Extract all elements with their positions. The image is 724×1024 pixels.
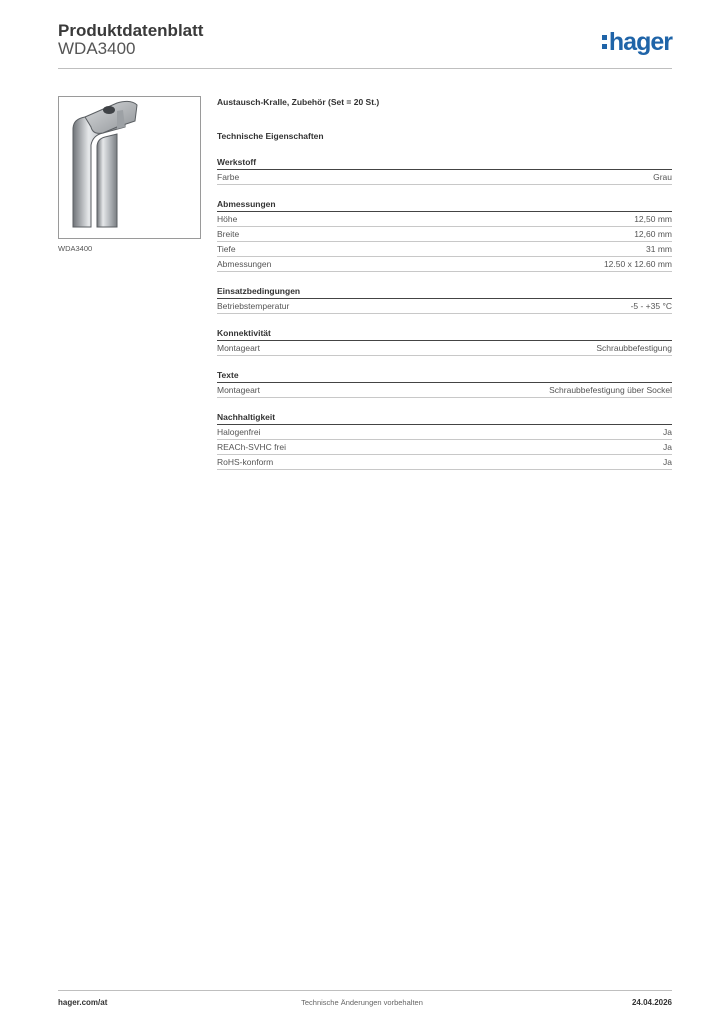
spec-label: Farbe [217, 172, 240, 182]
specifications [217, 96, 672, 470]
product-description: Austausch-Kralle, Zubehör (Set = 20 St.) [217, 97, 380, 107]
section-texte [217, 369, 672, 398]
technical-properties-heading: Technische Eigenschaften [217, 131, 324, 141]
section-title: Werkstoff [217, 156, 672, 170]
spec-label: RoHS-konform [217, 457, 274, 467]
spec-label: Höhe [217, 214, 238, 224]
spec-value: Schraubbefestigung über Sockel [549, 385, 672, 395]
spec-row [217, 257, 672, 272]
spec-value: Ja [663, 427, 672, 437]
spec-row [217, 383, 672, 398]
section-title: Konnektivität [217, 327, 672, 341]
spec-label: Breite [217, 229, 240, 239]
section-title: Einsatzbedingungen [217, 285, 672, 299]
spec-label: Halogenfrei [217, 427, 261, 437]
spec-row [217, 212, 672, 227]
spec-row [217, 440, 672, 455]
spec-value: 31 mm [646, 244, 672, 254]
spec-value: Schraubbefestigung [596, 343, 672, 353]
spec-row [217, 299, 672, 314]
section-title: Texte [217, 369, 672, 383]
spec-row [217, 170, 672, 185]
section-title: Abmessungen [217, 198, 672, 212]
section-einsatzbedingungen [217, 285, 672, 314]
image-caption: WDA3400 [58, 244, 93, 253]
spec-label: Betriebstemperatur [217, 301, 290, 311]
spec-row [217, 455, 672, 470]
spec-label: Tiefe [217, 244, 236, 254]
spec-value: Ja [663, 442, 672, 452]
footer-notice: Technische Änderungen vorbehalten [301, 998, 423, 1007]
spec-row [217, 242, 672, 257]
footer-date: 24.04.2026 [631, 998, 672, 1007]
spec-value: 12.50 x 12.60 mm [603, 259, 672, 269]
product-code: WDA3400 [58, 39, 136, 58]
spec-label: Montageart [217, 385, 260, 395]
spec-value: Ja [663, 457, 672, 467]
section-konnektivitaet [217, 327, 672, 356]
section-werkstoff [217, 156, 672, 185]
metal-claw-clip-image [59, 97, 200, 238]
logo-dots-icon [602, 35, 607, 49]
header-divider [58, 68, 672, 69]
footer-divider [58, 990, 672, 991]
spec-value: -5 - +35 °C [630, 301, 672, 311]
hager-logo [602, 27, 672, 57]
spec-label: Abmessungen [217, 259, 272, 269]
section-abmessungen [217, 198, 672, 272]
spec-value: Grau [653, 172, 672, 182]
logo-wordmark: hager [608, 28, 672, 56]
spec-label: REACh-SVHC frei [217, 442, 286, 452]
spec-value: 12,60 mm [634, 229, 672, 239]
spec-row [217, 227, 672, 242]
footer-website-link[interactable]: hager.com/at [58, 998, 108, 1007]
spec-row [217, 425, 672, 440]
section-title: Nachhaltigkeit [217, 411, 672, 425]
spec-value: 12,50 mm [634, 214, 672, 224]
product-image [58, 96, 201, 239]
page-title: Produktdatenblatt [58, 21, 204, 40]
section-nachhaltigkeit [217, 411, 672, 470]
spec-row [217, 341, 672, 356]
spec-label: Montageart [217, 343, 260, 353]
